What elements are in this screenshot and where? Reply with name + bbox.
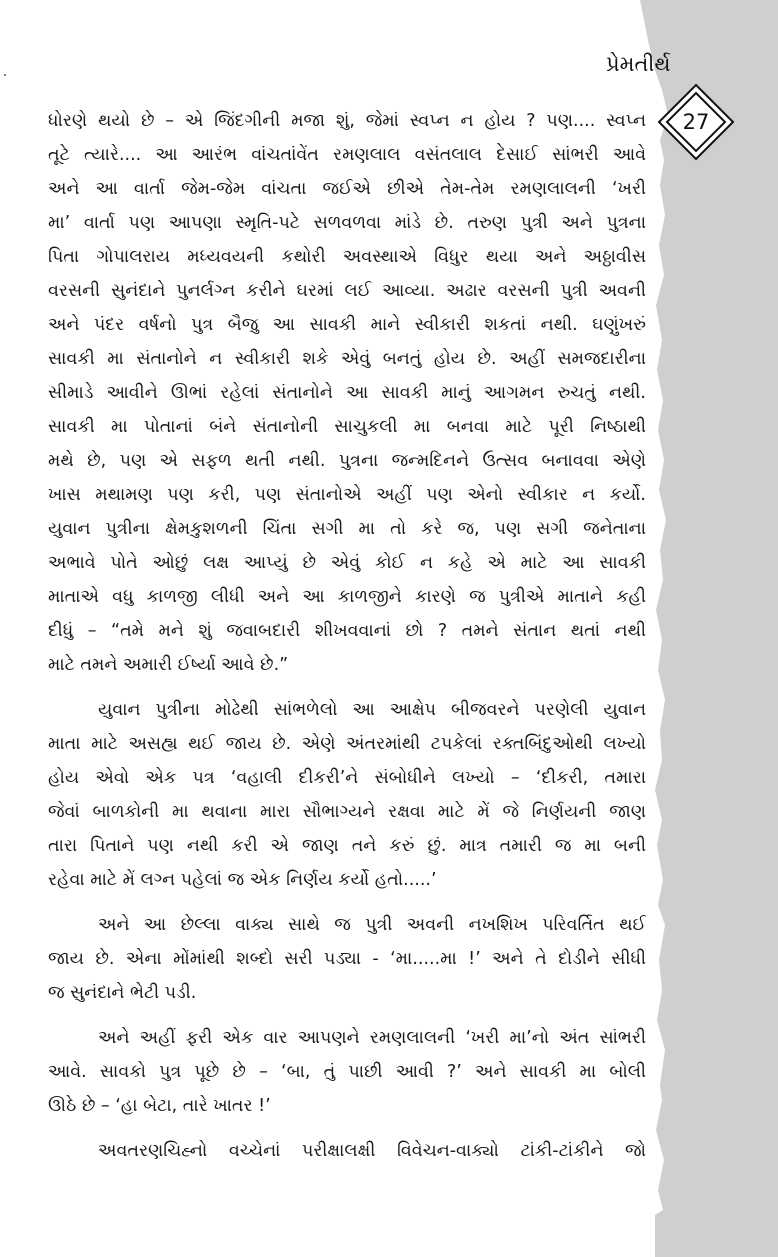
paragraph: [48, 1021, 646, 1123]
text-line: ખાસ મથામણ પણ કરી, પણ સંતાનોએ અહીં પણ એનો સ્વીકાર ન કર્યો.: [48, 485, 646, 505]
running-header-title: પ્રેમતીર્થ: [606, 52, 671, 76]
text-line: સાવકી મા સંતાનોને ન સ્વીકારી શકે એવું બનતું હોય છે. અહીં સમજદારીના: [48, 349, 646, 369]
text-line: યુવાન પુત્રીના મોઢેથી સાંભળેલો આ આક્ષેપ બીજવરને પરણેલી યુવાન: [98, 700, 646, 720]
text-line: અવતરણચિહ્નો વચ્ચેનાં પરીક્ષાલક્ષી વિવેચન-વાક્યો ટાંકી-ટાંકીને જો: [98, 1141, 646, 1161]
text-line: અને અહીં ફરી એક વાર આપણને રમણલાલની ‘ખરી મા’નો અંત સાંભરી: [98, 1028, 646, 1048]
text-line: માતાએ વધુ કાળજી લીધી અને આ કાળજીને કારણે જ પુત્રીએ માતાને કહી: [48, 587, 646, 607]
body-text: [48, 104, 646, 1168]
text-line: સીમાડે આવીને ઊભાં રહેલાં સંતાનોને આ સાવકી માનું આગમન રુચતું નથી.: [48, 383, 646, 403]
text-line: પિતા ગોપાલરાય મધ્યવયની કથોરી અવસ્થાએ વિધુર થયા અને અઠ્ઠાવીસ: [48, 247, 646, 267]
text-line: યુવાન પુત્રીના ક્ષેમકુશળની ચિંતા સગી મા તો કરે જ, પણ સગી જનેતાના: [48, 519, 646, 539]
text-line: સાવકી મા પોતાનાં બંને સંતાનોની સાચુકલી મા બનવા માટે પૂરી નિષ્ઠાથી: [48, 417, 646, 437]
text-line: અભાવે પોતે ઓછું લક્ષ આપ્યું છે એવું કોઈ ન કહે એ માટે આ સાવકી: [48, 553, 646, 573]
paragraph: [48, 104, 646, 682]
text-line: મથે છે, પણ એ સફળ થતી નથી. પુત્રના જન્મદિનને ઉત્સવ બનાવવા એણે: [48, 451, 646, 471]
text-line: રહેવા માટે મેં લગ્ન પહેલાં જ એક નિર્ણય કર્યો હતો.....’: [48, 870, 437, 890]
paragraph: [48, 908, 646, 1010]
text-line: અને આ છેલ્લા વાક્ય સાથે જ પુત્રી અવની નખશિખ પરિવર્તિત થઈ: [98, 915, 646, 935]
paragraph: [48, 693, 646, 897]
text-line: વરસની સુનંદાને પુનર્લગ્ન કરીને ઘરમાં લઈ આવ્યા. અઢાર વરસની પુત્રી અવની: [48, 281, 646, 301]
text-line: મા’ વાર્તા પણ આપણા સ્મૃતિ-પટે સળવળવા માંડે છે. તરુણ પુત્રી અને પુત્રના: [48, 213, 646, 233]
text-line: આવે. સાવકો પુત્ર પૂછે છે – ‘બા, તું પાછી આવી ?’ અને સાવકી મા બોલી: [48, 1062, 646, 1082]
text-line: અને પંદર વર્ષનો પુત્ર બૈજુ આ સાવકી માને સ્વીકારી શકતાં નથી. ઘણુંખરું: [48, 315, 646, 335]
text-line: ઊઠે છે – ‘હા બેટા, તારે ખાતર !’: [48, 1096, 271, 1116]
text-line: માતા માટે અસહ્ય થઈ જાય છે. એણે અંતરમાંથી ટપકેલાં રક્તબિંદુઓથી લખ્યો: [48, 734, 646, 754]
paragraph: [48, 1134, 646, 1168]
text-line: દીધું – “તમે મને શું જવાબદારી શીખવવાનાં છો ? તમને સંતાન થતાં નથી: [48, 621, 646, 641]
scan-speck: [4, 74, 6, 76]
page-number: 27: [682, 110, 710, 134]
text-line: જેવાં બાળકોની મા થવાના મારા સૌભાગ્યને રક્ષવા માટે મેં જે નિર્ણયની જાણ: [48, 802, 646, 822]
text-line: માટે તમને અમારી ઈર્ષ્યા આવે છે.”: [48, 655, 289, 675]
text-line: ધોરણે થયો છે – એ જિંદગીની મજા શું, જેમાં સ્વપ્ન ન હોય ? પણ.... સ્વપ્ન: [48, 111, 646, 131]
text-line: તારા પિતાને પણ નથી કરી એ જાણ તને કરું છું. માત્ર તમારી જ મા બની: [48, 836, 646, 856]
text-line: જાય છે. એના મોંમાંથી શબ્દો સરી પડ્યા - ‘મા.....મા !’ અને તે દોડીને સીધી: [48, 949, 646, 969]
text-line: હોય એવો એક પત્ર ‘વહાલી દીકરી’ને સંબોધીને લખ્યો – ‘દીકરી, તમારા: [48, 768, 646, 788]
text-line: જ સુનંદાને ભેટી પડી.: [48, 983, 197, 1003]
text-line: અને આ વાર્તા જેમ-જેમ વાંચતા જઈએ છીએ તેમ-તેમ રમણલાલની ‘ખરી: [48, 179, 646, 199]
page-number-badge: [656, 82, 736, 162]
text-line: તૂટે ત્યારે.... આ આરંભ વાંચતાંવેંત રમણલાલ વસંતલાલ દેસાઈ સાંભરી આવે: [48, 145, 646, 165]
